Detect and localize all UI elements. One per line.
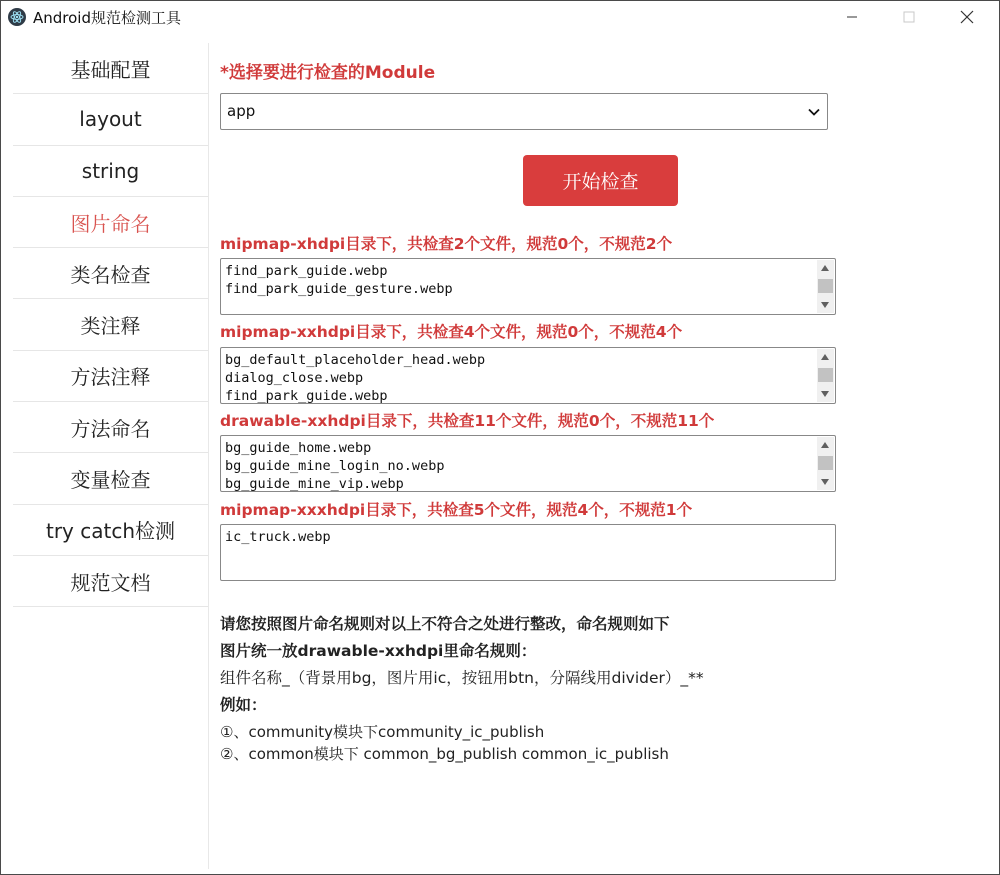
file-list-content <box>225 439 444 492</box>
file-list-content <box>225 262 453 298</box>
sidebar-item-label: 方法命名 <box>70 416 151 441</box>
rules-pattern: 组件名称_（背景用bg，图片用ic，按钮用btn，分隔线用divider）_** <box>220 669 704 687</box>
sidebar-item-label: 图片命名 <box>70 211 151 236</box>
title-bar[interactable] <box>1 1 999 33</box>
file-list-mipmap-xxhdpi[interactable] <box>220 347 836 404</box>
naming-rules <box>220 611 980 765</box>
file-list-content <box>225 351 485 404</box>
module-select-value: app <box>227 102 256 120</box>
section-label-drawable-xxhdpi: drawable-xxhdpi目录下，共检查11个文件，规范0个，不规范11个 <box>220 412 715 430</box>
sidebar-item-basic-config[interactable] <box>13 43 208 94</box>
scroll-down-arrow-icon[interactable] <box>821 479 829 485</box>
sidebar-item-try-catch[interactable] <box>13 505 208 556</box>
rules-example-heading: 例如： <box>220 696 267 714</box>
sidebar-item-method-naming[interactable] <box>13 402 208 453</box>
sidebar-item-variable-check[interactable] <box>13 453 208 504</box>
maximize-button[interactable] <box>886 1 932 33</box>
file-list-content <box>225 528 331 546</box>
rules-example-1: ①、community模块下community_ic_publish <box>220 723 545 741</box>
sidebar-item-image-naming[interactable] <box>13 197 208 248</box>
maximize-icon <box>903 11 915 23</box>
minimize-button[interactable] <box>829 1 875 33</box>
section-label-mipmap-xxhdpi: mipmap-xxhdpi目录下，共检查4个文件，规范0个，不规范4个 <box>220 323 683 341</box>
scrollbar[interactable] <box>817 349 834 402</box>
rules-location: 图片统一放drawable-xxhdpi里命名规则： <box>220 642 537 660</box>
scrollbar[interactable] <box>817 260 834 313</box>
sidebar-item-class-comment[interactable] <box>13 299 208 350</box>
file-list-mipmap-xhdpi[interactable] <box>220 258 836 315</box>
sidebar-item-label: try catch检测 <box>45 519 176 544</box>
list-item: dialog_close.webp <box>225 370 364 386</box>
scroll-thumb[interactable] <box>818 368 833 382</box>
list-item: find_park_guide.webp <box>225 263 388 279</box>
rules-example-2: ②、common模块下 common_bg_publish common_ic_publish <box>220 745 669 763</box>
scroll-down-arrow-icon[interactable] <box>821 302 829 308</box>
sidebar-item-label: layout <box>79 107 142 132</box>
window-title: Android规范检测工具 <box>33 9 181 27</box>
sidebar-nav <box>13 43 209 869</box>
scroll-down-arrow-icon[interactable] <box>821 391 829 397</box>
sidebar-item-string[interactable] <box>13 146 208 197</box>
file-list-drawable-xxhdpi[interactable] <box>220 435 836 492</box>
scroll-up-arrow-icon[interactable] <box>821 265 829 271</box>
list-item: ic_truck.webp <box>225 529 331 545</box>
sidebar-item-label: string <box>81 158 140 183</box>
module-select-label: *选择要进行检查的Module <box>220 63 436 83</box>
scroll-thumb[interactable] <box>818 456 833 470</box>
electron-icon <box>8 8 26 26</box>
start-check-button[interactable]: 开始检查 <box>523 155 678 206</box>
sidebar-item-label: 方法注释 <box>70 365 151 390</box>
sidebar-item-label: 类名检查 <box>70 262 151 287</box>
scroll-up-arrow-icon[interactable] <box>821 442 829 448</box>
list-item: bg_guide_mine_vip.webp <box>225 476 404 492</box>
section-label-mipmap-xhdpi: mipmap-xhdpi目录下，共检查2个文件，规范0个，不规范2个 <box>220 235 673 253</box>
sidebar-item-class-name-check[interactable] <box>13 248 208 299</box>
list-item: bg_guide_mine_login_no.webp <box>225 458 445 474</box>
sidebar-item-label: 类注释 <box>80 314 141 339</box>
rules-intro: 请您按照图片命名规则对以上不符合之处进行整改，命名规则如下 <box>220 615 670 633</box>
list-item: find_park_guide_gesture.webp <box>225 281 453 297</box>
scroll-up-arrow-icon[interactable] <box>821 354 829 360</box>
sidebar-item-method-comment[interactable] <box>13 351 208 402</box>
sidebar-item-layout[interactable] <box>13 94 208 145</box>
chevron-down-icon <box>807 105 821 119</box>
list-item: bg_guide_home.webp <box>225 440 372 456</box>
sidebar-item-label: 变量检查 <box>70 468 151 493</box>
file-list-mipmap-xxxhdpi[interactable] <box>220 524 836 581</box>
close-button[interactable] <box>944 1 990 33</box>
close-icon <box>960 10 974 24</box>
section-label-mipmap-xxxhdpi: mipmap-xxxhdpi目录下，共检查5个文件，规范4个，不规范1个 <box>220 501 693 519</box>
scrollbar[interactable] <box>817 437 834 490</box>
list-item: bg_default_placeholder_head.webp <box>225 352 486 368</box>
sidebar-item-label: 基础配置 <box>70 57 151 82</box>
sidebar-item-label: 规范文档 <box>70 570 151 595</box>
sidebar-item-spec-docs[interactable] <box>13 556 208 607</box>
list-item: find_park_guide.webp <box>225 388 388 404</box>
minimize-icon <box>846 11 858 23</box>
module-select[interactable] <box>220 93 828 130</box>
scroll-thumb[interactable] <box>818 279 833 293</box>
